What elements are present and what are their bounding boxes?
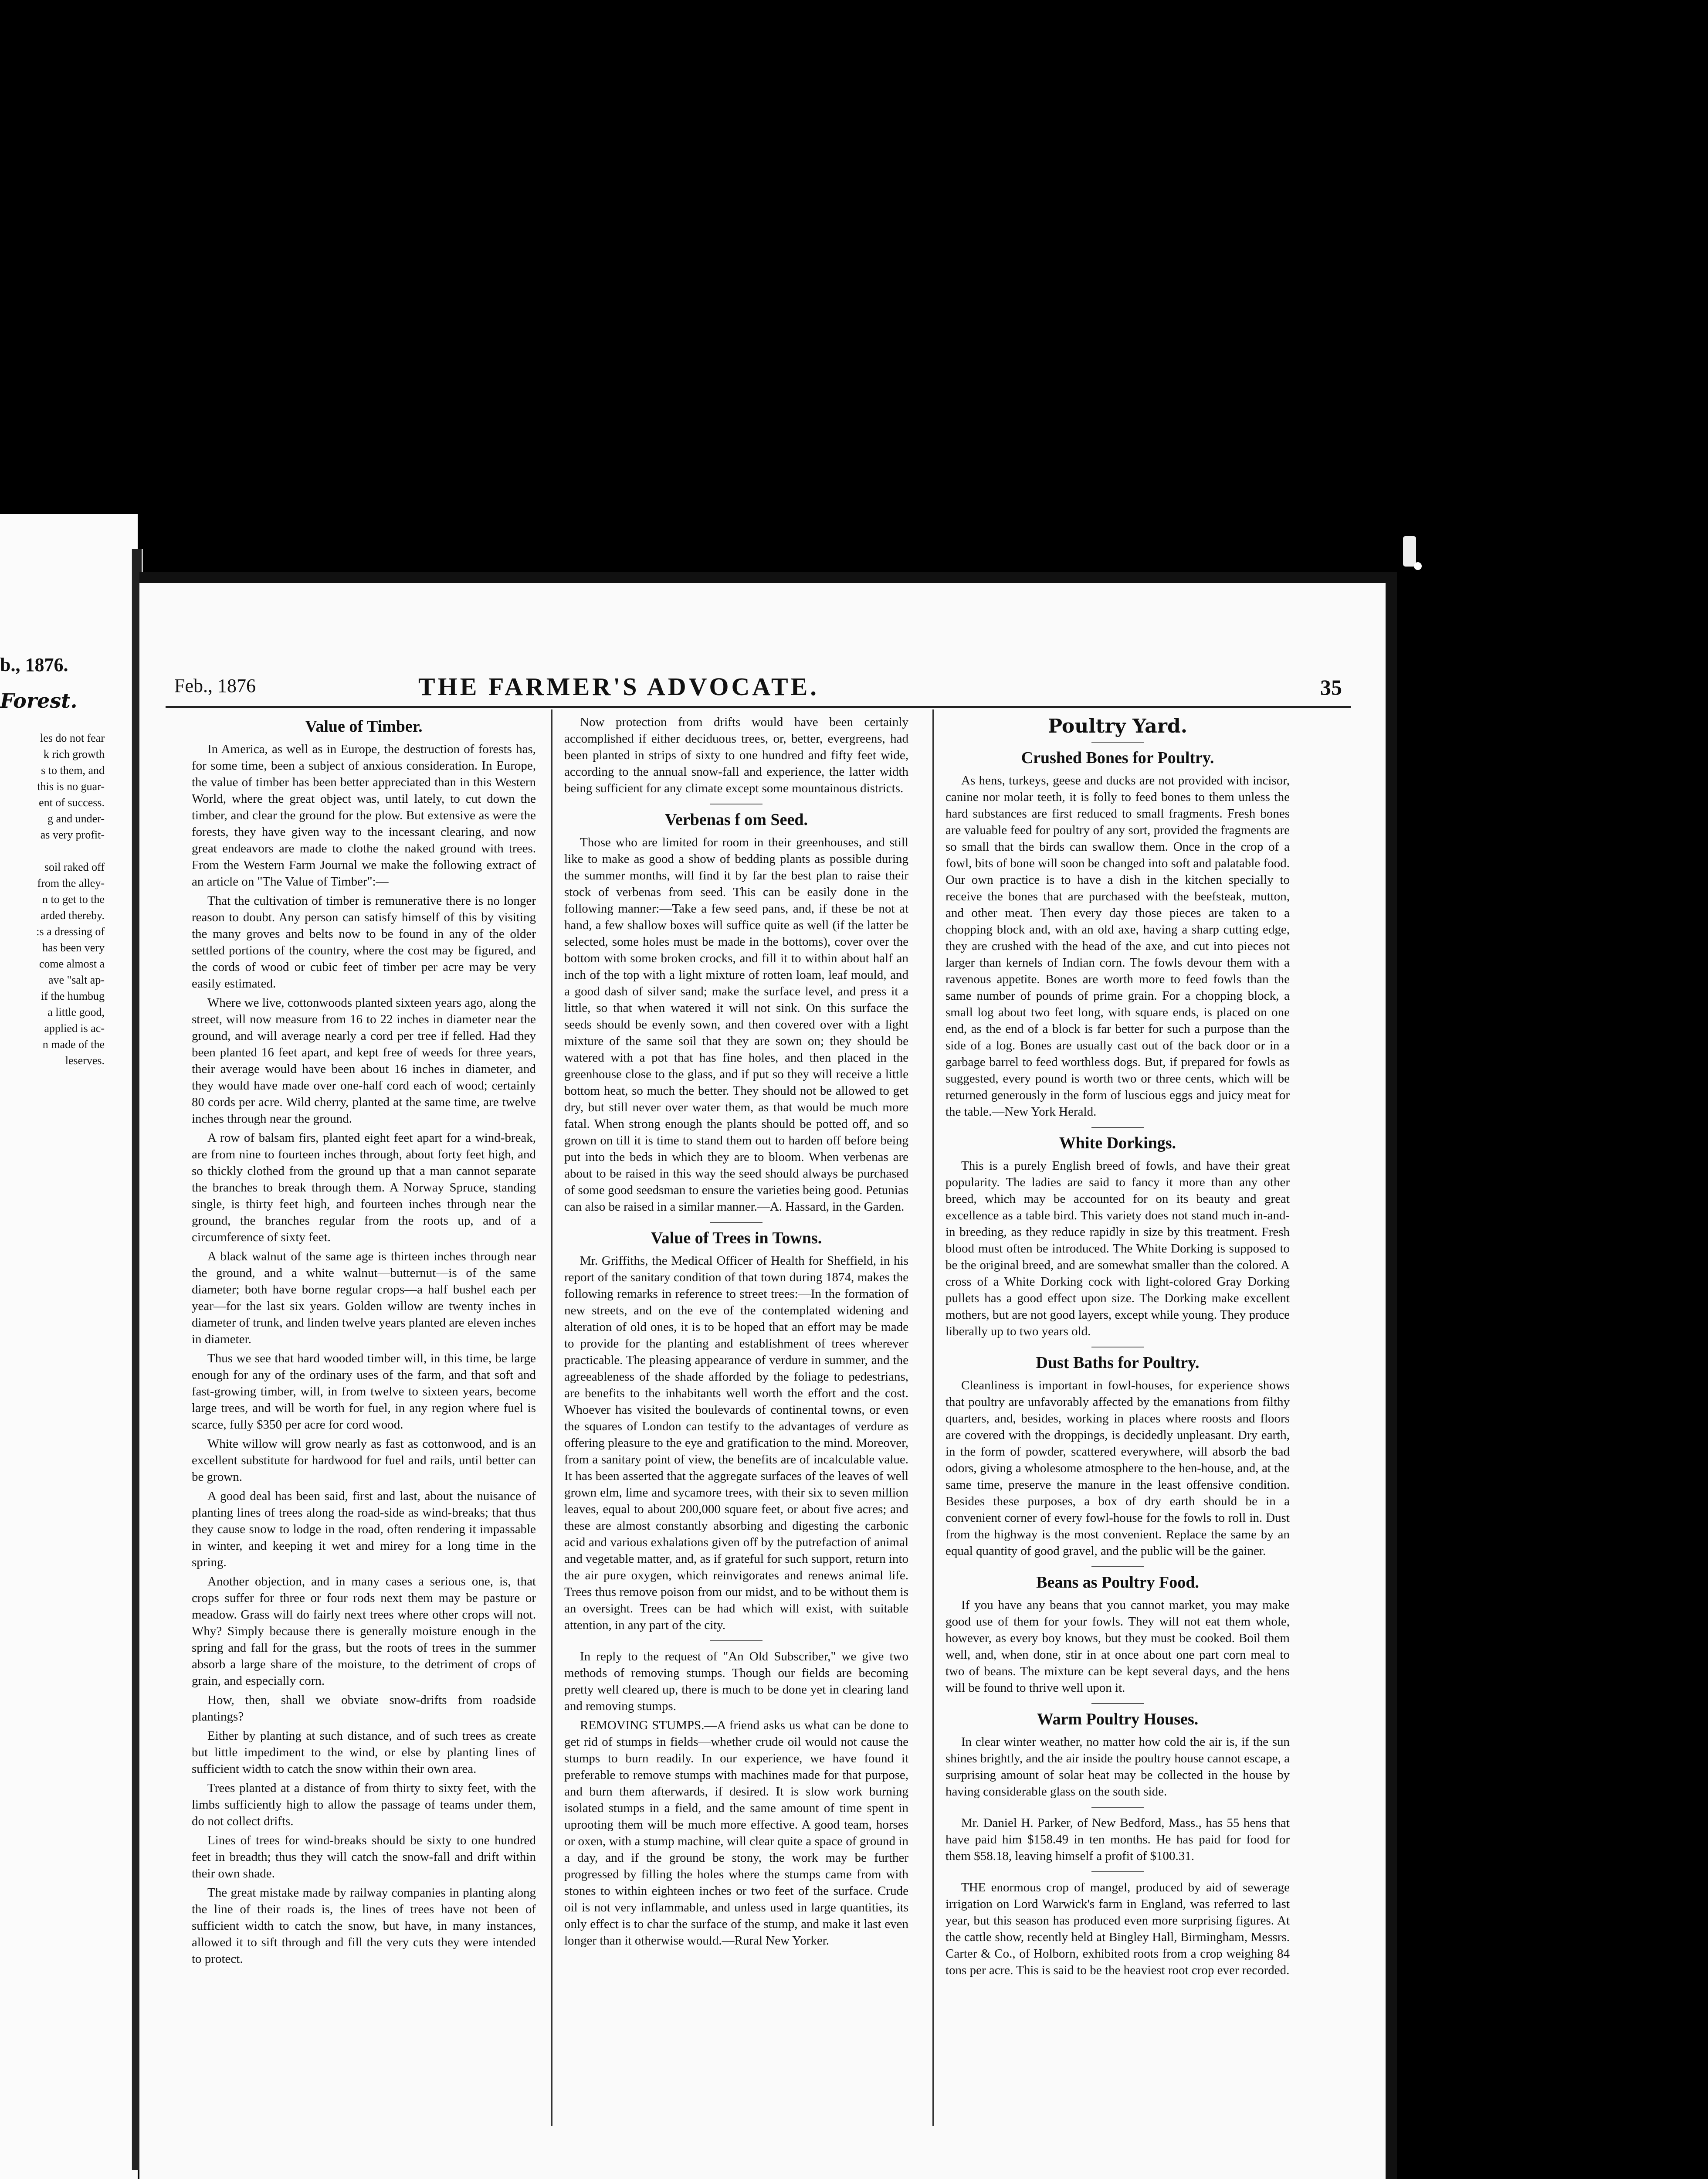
left-page-text: les do not fear k rich growth s to them, and this is no guar- ent of success. g and under- as very profit- soil raked off from the alley- n to get to the arded thereby. :s a dressing of has been very come almost a ave "salt ap- if the humbug a little good, applied is ac- n made of the leserves. [36,732,105,1067]
paragraph: Thus we see that hard wooded timber will, in this time, be large enough for any of the ordinary uses of the farm, and that soft and fast-growing timber, will, in from twelve to sixteen years, become large trees, and will be worth for fuel, in any region where fuel is scarce, fully $350 per acre for cord wood. [192,1351,536,1432]
paragraph: This is a purely English breed of fowls, and have their great popularity. The ladies are said to fancy it more than any other breed, which may be accounted for on its beauty and great excellence as a table bird. This variety does not stand much in-and-in breeding, as they reduce rapidly in size by this treatment. Fresh blood must often be introduced. The White Dorking is supposed to be the original breed, and are somewhat smaller than the colored. A cross of a White Dorking cock with light-colored Gray Dorking pullets has a good effect upon size. The Dorking make excellent mothers, but are not good layers, except while young. They produce liberally up to two years old. [946,1159,1290,1338]
paragraph: That the cultivation of timber is remunerative there is no longer reason to doubt. Any person can satisfy himself of this by visiting the many groves and belts now to be found in any of the older settled portions of the country, where the cost may be figured, and the cords of wood or cubic feet of timber per acre may be very easily estimated. [192,894,536,991]
scan-artifact [1403,536,1416,567]
article-title: Warm Poultry Houses. [1037,1710,1199,1728]
article-title: Dust Baths for Poultry. [1036,1354,1200,1372]
section-title: Poultry Yard. [1047,715,1188,737]
separator [1091,1566,1144,1567]
paragraph: Either by planting at such distance, and of such trees as create but little impediment to the wind, or else by planting lines of sufficient width to catch the snow within their own area. [192,1729,536,1776]
separator [1091,1703,1144,1704]
column-divider [551,709,552,2126]
paragraph: How, then, shall we obviate snow-drifts from roadside plantings? [192,1693,536,1724]
paragraph: Mr. Daniel H. Parker, of New Bedford, Mass., has 55 hens that have paid him $158.49 in ten months. He has paid for food for them $58.18, leaving himself a profit of $100.31. [946,1816,1290,1863]
scan-dot [1414,562,1422,570]
paragraph: Lines of trees for wind-breaks should be sixty to one hundred feet in breadth; thus they will catch the snow-fall and drift within their own shade. [192,1833,536,1880]
paragraph: Another objection, and in many cases a serious one, is, that crops suffer for three or four rods next them may be pasture or meadow. Grass will do fairly next trees where other crops will not. Why? Simply because there is generally moisture enough in the spring and fall for the grass, but the roots of trees in the summer absorb a large share of the moisture, to the detriment of crops of grain, and especially corn. [192,1575,536,1688]
paragraph: Where we live, cottonwoods planted sixteen years ago, along the street, will now measure from 16 to 22 inches in diameter near the ground, and will average nearly a cord per tree if felled. Had they been planted 16 feet apart, and kept free of weeds for three years, their average would have been about 16 inches in diameter, and they would have made over one-half cord each of wood; certainly 80 cords per acre. Wild cherry, planted at the same time, are twelve inches through near the ground. [192,996,536,1126]
paragraph: As hens, turkeys, geese and ducks are not provided with incisor, canine nor molar teeth, it is folly to feed bones to them unless the hard substances are first reduced to small fragments. Fresh bones are valuable feed for poultry of any sort, provided the fragments are so small that the birds can swallow them. Once in the crop of a fowl, bits of bone will soon be changed into soft and palatable food. Our own practice is to have a dish in the kitchen specially to receive the bones that are purchased with the beefsteak, mutton, and other meat. Then every day those pieces are taken to a chopping block and, with an old axe, having a sharp cutting edge, they are crushed with the head of the axe, and cut into pieces not larger than kernels of Indian corn. The fowls devour them with a ravenous appetite. Bones are worth more to feed fowls than the same number of pounds of prime grain. For a chopping block, a small log about two feet long, with square ends, is placed on one end, as the end of a block is far better for such a purpose than the side of a log. Bones are usually cast out of the back door or in a garbage barrel to feed worthless dogs. But, if prepared for fowls as suggested, every pound is worth two or three cents, which will be returned generously in the form of luscious eggs and juicy meat for the table.—New York Herald. [946,774,1290,1119]
left-page-header: b., 1876. [0,654,68,675]
article-title: Verbenas f om Seed. [665,811,808,829]
article-title: Value of Trees in Towns. [651,1229,822,1247]
page-number: 35 [1320,675,1342,699]
separator [1091,1871,1144,1872]
paragraph: Those who are limited for room in their greenhouses, and still like to make as good a show of bedding plants as possible during the summer months, will find it by far the best plan to raise their stock of verbenas from seed. This can be easily done in the following manner:—Take a few seed pans, and, if these be not at hand, a few shallow boxes will suffice quite as well (if the latter be selected, some holes must be made in the bottoms), cover over the bottom with some broken crocks, and fill it to within about half an inch of the top with a light mixture of rotten loam, leaf mould, and a good dash of silver sand; make the surface level, and press it a little, so that when watered it will not sink. On this surface the seeds should be evenly sown, and then covered over with a light mixture of the same soil that they are sown on; they should be watered with a pot that has fine holes, and then placed in the greenhouse close to the glass, and if put so they will receive a little bottom heat, so much the better. They should not be allowed to get dry, but still never over water them, as that would be much more fatal. When strong enough the plants should be potted off, and so grown on till it is time to stand them out to harden off before being put into the beds in which they are to bloom. When verbenas are about to be raised in this way the seed should always be purchased of some good seedsman to ensure the varieties being good. Petunias can also be raised in a similar manner.—A. Hassard, in the Garden. [564,835,908,1214]
article-title: Beans as Poultry Food. [1036,1573,1199,1592]
paragraph: White willow will grow nearly as fast as cottonwood, and is an excellent substitute for hardwood for fuel and rails, until better can be grown. [192,1437,536,1484]
paragraph: A row of balsam firs, planted eight feet apart for a wind-break, are from nine to fourteen inches through, about forty feet high, and so thickly clothed from the ground up that a man cannot separate the branches to break through them. A Norway Spruce, standing single, is thirty feet high, and fourteen inches through near the ground, the branches regular from the roots up, and of a circumference of sixty feet. [192,1131,536,1244]
left-page-title: Forest. [0,689,78,713]
separator [710,1222,762,1223]
issue-date: Feb., 1876 [174,675,256,696]
page-header [174,672,1342,705]
separator [1091,1127,1144,1128]
paragraph: A good deal has been said, first and last, about the nuisance of planting lines of trees along the road-side as wind-breaks; that thus they cause snow to lodge in the road, often rendering it impassable in winter, and keeping it wet and mirey for a long time in the spring. [192,1489,536,1569]
paragraph: The great mistake made by railway companies in planting along the line of their roads is, the lines of trees have not been of sufficient width to catch the snow, but have, in many instances, allowed it to sift through and fill the very cuts they were intended to protect. [192,1886,536,1966]
column-2 [564,714,908,1952]
separator [1091,1807,1144,1808]
paragraph: In reply to the request of "An Old Subscriber," we give two methods of removing stumps. Though our fields are becoming pretty well cleared up, there is much to be done yet in clearing land and removing stumps. [564,1650,908,1713]
separator [1091,742,1144,743]
paragraph: In clear winter weather, no matter how cold the air is, if the sun shines brightly, and the air inside the poultry house cannot escape, a surprising amount of solar heat may be collected in the house by having considerable glass on the south side. [946,1735,1290,1799]
column-1 [192,714,536,1970]
article-title: Crushed Bones for Poultry. [1021,749,1214,767]
column-divider [932,709,934,2126]
article-title: Value of Timber. [305,717,423,736]
paragraph: Cleanliness is important in fowl-houses, for experience shows that poultry are unfavorably affected by the emanations from filthy quarters, and, besides, working in places where roosts and floors are covered with the droppings, is decidedly unpleasant. Dry earth, in the form of powder, scattered everywhere, will absorb the bad odors, giving a wholesome atmosphere to the hen-house, and, at the same time, preserve the manure in the least offensive condition. Besides these purposes, a box of dry earth should be in a convenient corner of every fowl-house for the fowls to roll in. Dust from the highway is the most convenient. Replace the same by an equal quantity of good gravel, and the public will be the gainer. [946,1378,1290,1558]
paragraph: If you have any beans that you cannot market, you may make good use of them for your fowls. They will not eat them whole, however, as every boy knows, but they must be cooked. Boil them well, and, when done, stir in at once about one part corn meal to two of beans. The mixture can be kept several days, and the hens will be found to thrive well upon it. [946,1598,1290,1695]
paragraph: A black walnut of the same age is thirteen inches through near the ground, and a white walnut—butternut—is of the same diameter; both have borne regular crops—a half bushel each per year—for the last six years. Golden willow are twenty inches in diameter of trunk, and linden twelve years planted are eleven inches in diameter. [192,1249,536,1346]
masthead: THE FARMER'S ADVOCATE. [418,672,819,701]
newspaper-page [139,572,1397,2179]
article-title: White Dorkings. [1059,1134,1176,1152]
header-rule [166,706,1351,708]
column-3 [946,714,1290,1981]
paragraph: Mr. Griffiths, the Medical Officer of Health for Sheffield, in his report of the sanitary condition of that town during 1874, makes the following remarks in reference to street trees:—In the formation of new streets, and on the eve of the contemplated widening and alteration of old ones, it is to be hoped that an effort may be made to provide for the planting and establishment of trees wherever practicable. The pleasing appearance of verdure in summer, and the agreeableness of the shade afforded by the foliage to pedestrians, are benefits to the inhabitants well worth the effort and the cost. Whoever has visited the boulevards of continental towns, or even the squares of London can testify to the advantages of verdure as offering pleasure to the eye and gratification to the mind. Moreover, from a sanitary point of view, the benefits are of incalculable value. It has been asserted that the aggregate surfaces of the leaves of well grown elm, lime and sycamore trees, with their six to seven million leaves, equal to about 200,000 square feet, or about five acres; and these are almost constantly absorbing and digesting the carbonic acid and various exhalations given off by the putrefaction of animal and vegetable matter, and, as if grateful for such support, return into the air pure oxygen, which reinvigorates and renews animal life. Trees thus remove poison from our midst, and to be without them is an oversight. Trees can be had which will exist, with suitable attention, in any part of the city. [564,1254,908,1632]
paragraph: Now protection from drifts would have been certainly accomplished if either deciduous trees, or, better, evergreens, had been planted in strips of sixty to one hundred and fifty feet wide, according to the annual snow-fall and experience, the latter width being sufficient for any climate except some mountainous districts. [564,715,908,795]
separator [710,1640,762,1641]
paragraph: THE enormous crop of mangel, produced by aid of sewerage irrigation on Lord Warwick's farm in England, was referred to last year, but this season has produced even more surprising figures. At the cattle show, recently held at Bingley Hall, Birmingham, Messrs. Carter & Co., of Holborn, exhibited roots from a crop weighing 84 tons per acre. This is said to be the heaviest root crop ever recorded. [946,1880,1290,1977]
paragraph: In America, as well as in Europe, the destruction of forests has, for some time, been a subject of anxious consideration. In Europe, the value of timber has been better appreciated than in this Western World, where the great object was, until lately, to cut down the timber, and clear the ground for the plow. But extensive as were the forests, they have given way to the incessant clearing, and now great endeavors are made to clothe the naked ground with trees. From the Western Farm Journal we make the following extract of an article on "The Value of Timber":— [192,742,536,889]
paragraph: Trees planted at a distance of from thirty to sixty feet, with the limbs sufficiently high to allow the passage of teams under them, do not collect drifts. [192,1781,536,1828]
left-page-fragment [0,514,138,2179]
paragraph: REMOVING STUMPS.—A friend asks us what can be done to get rid of stumps in fields—whether crude oil would not cause the stumps to burn readily. In our experience, we have found it preferable to remove stumps with machines made for that purpose, and burn them afterwards, if desired. It is slow work burning isolated stumps in a field, and the same amount of time spent in uprooting them will be much more effective. A good team, horses or oxen, with a stump machine, will clear quite a space of ground in a day, and if the ground be stony, the work may be further progressed by filling the holes where the stumps came from with stones to within eighteen inches or two feet of the surface. Crude oil is not very inflammable, and unless used in large quantities, its only effect is to char the surface of the stump, and make it last even longer than it otherwise would.—Rural New Yorker. [564,1718,908,1948]
